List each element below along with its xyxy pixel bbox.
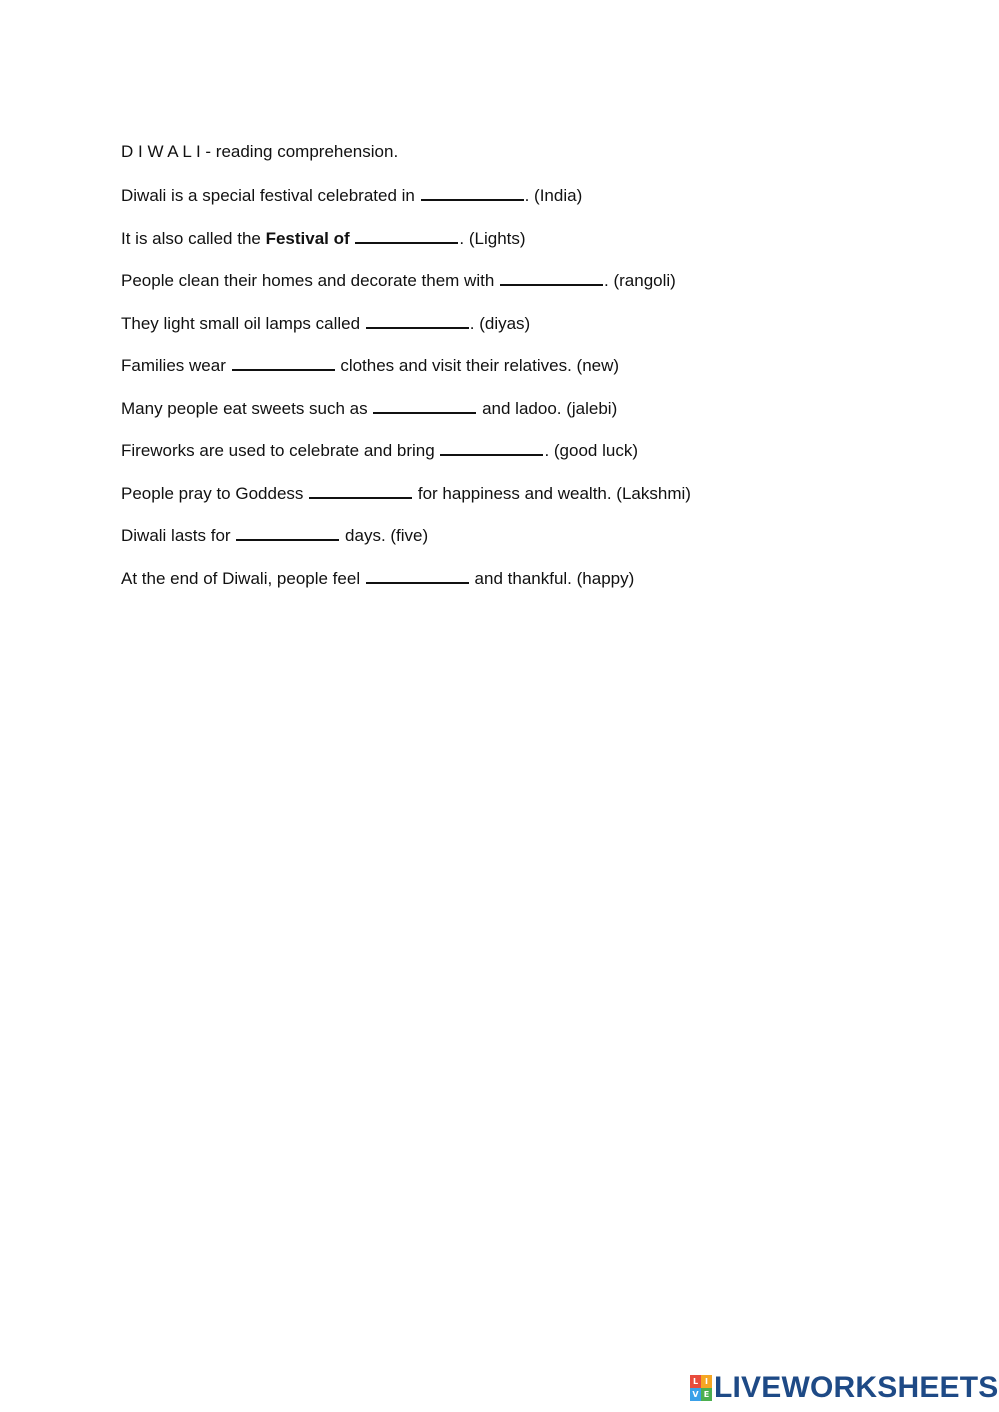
question-text: Many people eat sweets such as xyxy=(121,398,373,418)
question-text: Diwali is a special festival celebrated in xyxy=(121,186,420,205)
worksheet xyxy=(121,138,921,607)
logo-mark-icon xyxy=(690,1375,712,1401)
logo-mark-letter: I xyxy=(701,1375,712,1388)
question-text: days. (five) xyxy=(340,526,429,545)
question-text: . (diyas) xyxy=(469,313,531,333)
question-text: . (Lights) xyxy=(459,228,526,248)
answer-blank[interactable] xyxy=(366,313,469,329)
answer-blank[interactable] xyxy=(373,398,476,414)
question-text: and ladoo. (jalebi) xyxy=(477,398,618,418)
question-text: Families wear xyxy=(121,356,231,375)
logo-mark-letter: E xyxy=(701,1388,712,1401)
question-text: It is also called the xyxy=(121,228,266,248)
question-text: . (rangoli) xyxy=(604,271,676,290)
question-text: People clean their homes and decorate them with xyxy=(121,271,500,290)
question-text: clothes and visit their relatives. (new) xyxy=(335,356,620,375)
question-text: . (good luck) xyxy=(544,441,638,460)
worksheet-title: D I W A L I - reading comprehension. xyxy=(121,142,399,161)
question-text: . (India) xyxy=(524,186,583,205)
question-text: and thankful. (happy) xyxy=(469,568,635,588)
question-3 xyxy=(121,267,921,295)
question-text: Diwali lasts for xyxy=(121,526,236,545)
question-text: for happiness and wealth. (Lakshmi) xyxy=(413,483,691,503)
logo-mark-letter: V xyxy=(690,1388,701,1401)
question-6 xyxy=(121,395,921,423)
answer-blank[interactable] xyxy=(500,270,603,286)
question-text: At the end of Diwali, people feel xyxy=(121,568,365,588)
answer-blank[interactable] xyxy=(366,568,469,584)
question-text: They light small oil lamps called xyxy=(121,313,365,333)
question-9 xyxy=(121,522,921,550)
question-5 xyxy=(121,352,921,380)
question-4 xyxy=(121,310,921,338)
liveworksheets-logo xyxy=(690,1372,999,1404)
question-10 xyxy=(121,565,921,593)
answer-blank[interactable] xyxy=(421,185,524,201)
question-2 xyxy=(121,225,921,253)
answer-blank[interactable] xyxy=(236,525,339,541)
logo-text: LIVEWORKSHEETS xyxy=(714,1371,999,1404)
question-8 xyxy=(121,480,921,508)
answer-blank[interactable] xyxy=(232,355,335,371)
answer-blank[interactable] xyxy=(309,483,412,499)
question-1 xyxy=(121,182,921,210)
question-7 xyxy=(121,437,921,465)
answer-blank[interactable] xyxy=(440,440,543,456)
logo-mark-letter: L xyxy=(690,1375,701,1388)
answer-blank[interactable] xyxy=(355,228,458,244)
question-bold-text: Festival of xyxy=(265,228,350,248)
question-text: People pray to Goddess xyxy=(121,483,309,503)
question-text: Fireworks are used to celebrate and bring xyxy=(121,441,440,460)
